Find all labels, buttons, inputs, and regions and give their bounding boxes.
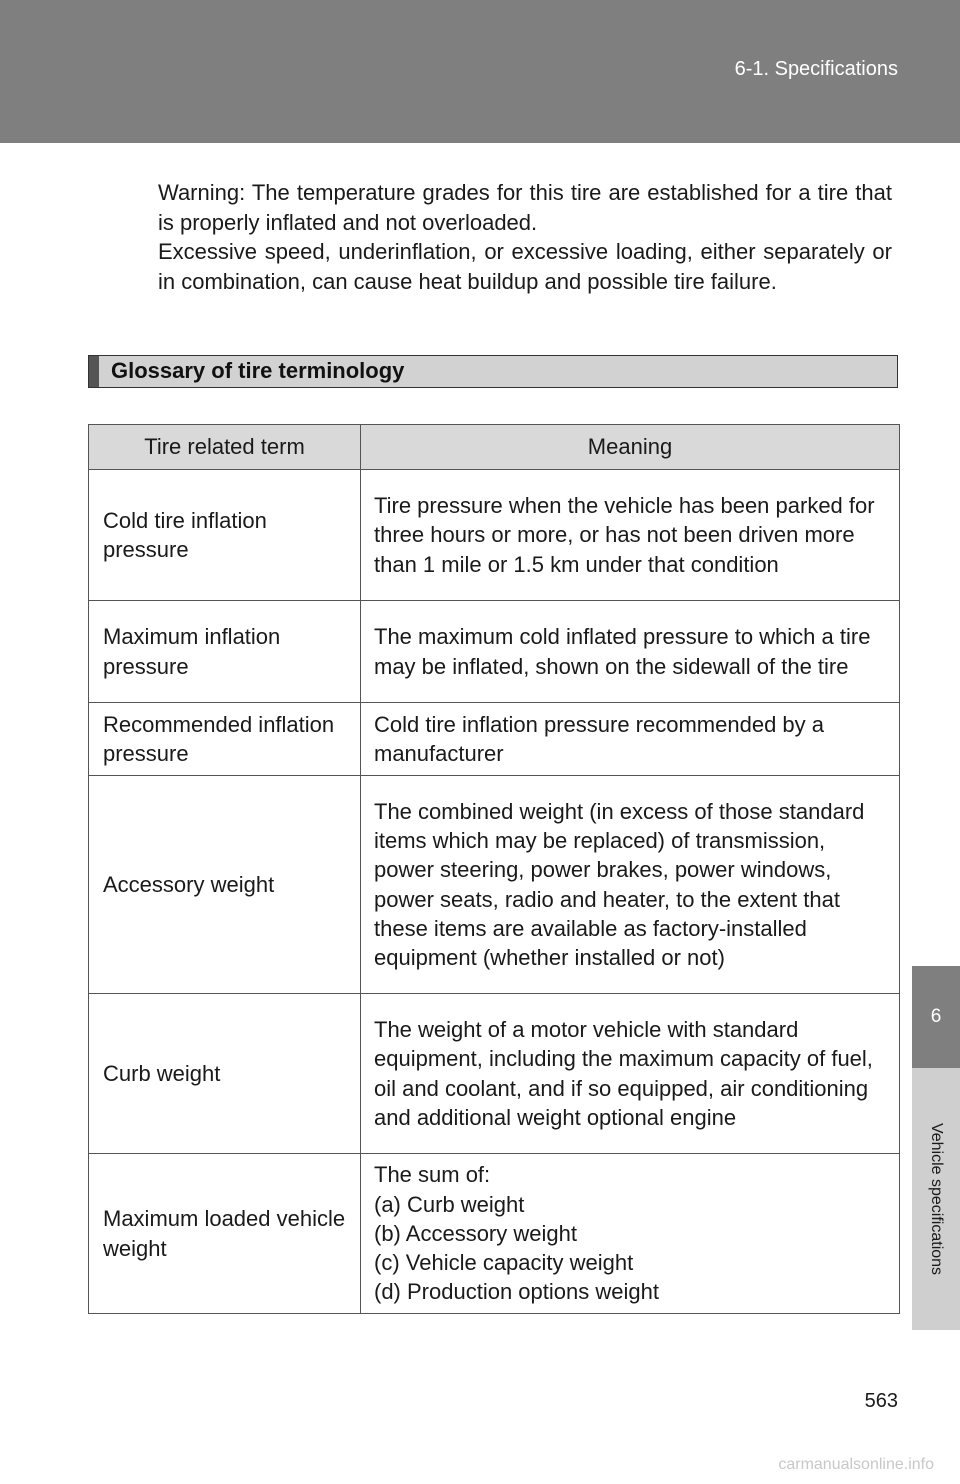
side-tab-label-text: Vehicle specifications: [928, 1122, 945, 1276]
column-header-meaning: Meaning: [361, 425, 900, 470]
glossary-heading: [88, 355, 898, 388]
meaning-cell: The sum of: (a) Curb weight (b) Accessory weight (c) Vehicle capacity weight (d) Production options weight: [361, 1154, 900, 1314]
meaning-cell: The weight of a motor vehicle with standard equipment, including the maximum capacity of fuel, oil and coolant, and if so equipped, air conditioning and additional weight optional engine: [361, 994, 900, 1154]
warning-text: [158, 178, 892, 296]
meaning-cell: The combined weight (in excess of those standard items which may be replaced) of transmission, power steering, power brakes, power windows, power seats, radio and heater, to the extent that these items are available as factory-installed equipment (whether installed or not): [361, 776, 900, 994]
term-cell: Maximum inflation pressure: [89, 601, 361, 703]
table-row: [89, 703, 900, 776]
term-cell: Recommended inflation pressure: [89, 703, 361, 776]
column-header-term: Tire related term: [89, 425, 361, 470]
heading-bar: [89, 356, 99, 387]
warning-paragraph-1: Warning: The temperature grades for this tire are established for a tire that is properly inflated and not overloaded.: [158, 180, 892, 235]
term-cell: Accessory weight: [89, 776, 361, 994]
table-row: [89, 601, 900, 703]
header-band: [0, 0, 960, 143]
meaning-cell: Cold tire inflation pressure recommended by a manufacturer: [361, 703, 900, 776]
side-tab-number[interactable]: 6: [912, 966, 960, 1068]
warning-paragraph-2: Excessive speed, underinflation, or excessive loading, either separately or in combination, can cause heat buildup and possible tire failure.: [158, 239, 892, 294]
section-title: 6-1. Specifications: [734, 58, 898, 80]
term-cell: Maximum loaded vehicle weight: [89, 1154, 361, 1314]
table-row: [89, 470, 900, 601]
table-row: [89, 1154, 900, 1314]
table-row: [89, 776, 900, 994]
meaning-cell: The maximum cold inflated pressure to which a tire may be inflated, shown on the sidewall of the tire: [361, 601, 900, 703]
side-tab-label[interactable]: [912, 1068, 960, 1330]
page-number: 563: [864, 1390, 898, 1412]
watermark[interactable]: carmanualsonline.info: [778, 1456, 934, 1473]
table-row: [89, 994, 900, 1154]
table-header-row: [89, 425, 900, 470]
glossary-table: [88, 424, 900, 1314]
glossary-heading-text: Glossary of tire terminology: [111, 358, 405, 383]
term-cell: Cold tire inflation pressure: [89, 470, 361, 601]
meaning-cell: Tire pressure when the vehicle has been parked for three hours or more, or has not been driven more than 1 mile or 1.5 km under that condition: [361, 470, 900, 601]
term-cell: Curb weight: [89, 994, 361, 1154]
